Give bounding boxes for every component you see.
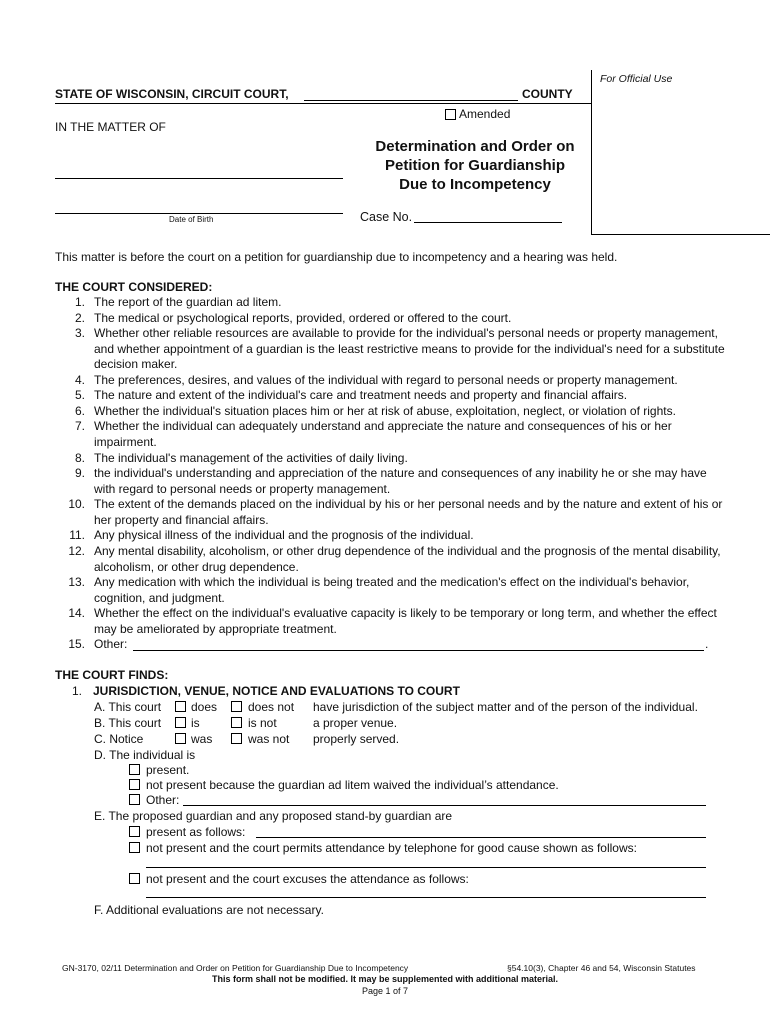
row-c-tail: properly served. — [313, 732, 400, 746]
item-text: Any mental disability, alcoholism, or other drug dependence of the individual and the prognosis of the mental disability, alcoholism, or other drug dependence. — [94, 544, 721, 574]
item-number: 15. — [68, 637, 85, 651]
finds-item-number: 1. — [72, 684, 83, 698]
guardian-present-checkbox[interactable] — [129, 826, 140, 837]
considered-item — [55, 404, 725, 419]
title-line-1: Determination and Order on — [375, 138, 575, 155]
official-use-label: For Official Use — [600, 73, 673, 85]
considered-item — [55, 373, 725, 388]
considered-item — [55, 451, 725, 466]
row-d-label: D. The individual is — [94, 748, 196, 762]
item-number: 3. — [74, 326, 85, 340]
was-not-label: was not — [248, 732, 290, 746]
considered-item — [55, 528, 725, 543]
row-a-tail: have jurisdiction of the subject matter and of the person of the individual. — [313, 700, 698, 714]
not-present-waived-label: not present because the guardian ad litem waived the individual’s attendance. — [146, 778, 559, 792]
considered-item — [55, 575, 725, 606]
item-number: 11. — [69, 528, 85, 542]
finds-heading: THE COURT FINDS: — [55, 668, 169, 682]
was-not-checkbox[interactable] — [231, 733, 242, 744]
item-number: 2. — [74, 311, 85, 325]
item-number: 8. — [74, 451, 85, 465]
is-checkbox[interactable] — [175, 717, 186, 728]
was-label: was — [191, 732, 213, 746]
does-not-checkbox[interactable] — [231, 701, 242, 712]
finds-item-heading: JURISDICTION, VENUE, NOTICE AND EVALUATIONS TO COURT — [93, 684, 460, 698]
other-consideration-field[interactable] — [133, 650, 704, 651]
excused-field[interactable] — [146, 897, 706, 898]
official-use-box — [591, 70, 770, 235]
item-number: 10. — [68, 497, 85, 511]
item-text: Whether the individual can adequately understand and appreciate the nature and consequences of his or her impairment. — [94, 419, 672, 449]
telephone-label: not present and the court permits attendance by telephone for good cause shown as follows: — [146, 841, 637, 855]
considered-heading: THE COURT CONSIDERED: — [55, 280, 213, 294]
item-text: The nature and extent of the individual's care and treatment needs and property and financial affairs. — [94, 388, 628, 402]
item-text: Any medication with which the individual is being treated and the medication's effect on the individual's behavior, cognition, and judgment. — [94, 575, 690, 605]
considered-item — [55, 295, 725, 310]
other-label: Other: — [146, 793, 180, 807]
is-label: is — [191, 716, 200, 730]
considered-item — [55, 388, 725, 403]
item-number: 4. — [74, 373, 85, 387]
item-text: The medical or psychological reports, provided, ordered or offered to the court. — [94, 311, 512, 325]
footer-page: Page 1 of 7 — [361, 986, 409, 996]
other-end-period: . — [705, 637, 709, 651]
excused-checkbox[interactable] — [129, 873, 140, 884]
item-number: 12. — [68, 544, 85, 558]
item-text: Other: — [94, 637, 128, 651]
item-number: 13. — [68, 575, 85, 589]
item-number: 5. — [74, 388, 85, 402]
excused-label: not present and the court excuses the attendance as follows: — [146, 872, 469, 886]
item-number: 7. — [74, 419, 85, 433]
is-not-checkbox[interactable] — [231, 717, 242, 728]
considered-item — [55, 544, 725, 575]
is-not-label: is not — [248, 716, 277, 730]
dob-field[interactable] — [55, 213, 343, 214]
item-text: Whether the individual's situation places him or her at risk of abuse, exploitation, neglect, or violation of rights. — [94, 404, 676, 418]
amended-checkbox[interactable] — [445, 109, 456, 120]
item-text: Any physical illness of the individual and the prognosis of the individual. — [94, 528, 474, 542]
court-prefix: STATE OF WISCONSIN, CIRCUIT COURT, — [55, 87, 289, 101]
not-present-waived-checkbox[interactable] — [129, 779, 140, 790]
considered-item — [55, 497, 725, 528]
item-number: 6. — [74, 404, 85, 418]
considered-item — [55, 606, 725, 637]
considered-item — [55, 326, 725, 372]
present-label: present. — [146, 763, 190, 777]
row-f-label: F. Additional evaluations are not necessary. — [94, 903, 324, 917]
case-no-label: Case No. — [360, 210, 413, 224]
guardian-present-label: present as follows: — [146, 825, 246, 839]
case-no-field[interactable] — [414, 222, 562, 223]
title-line-3: Due to Incompetency — [399, 176, 551, 193]
does-not-label: does not — [248, 700, 295, 714]
item-text: Whether the effect on the individual's evaluative capacity is likely to be temporary or long term, and whether the effect may be ameliorated by appropriate treatment. — [94, 606, 717, 636]
matter-label: IN THE MATTER OF — [55, 120, 166, 134]
dob-label: Date of Birth — [169, 215, 214, 224]
other-field[interactable] — [183, 805, 706, 806]
item-number: 14. — [68, 606, 85, 620]
present-checkbox[interactable] — [129, 764, 140, 775]
county-field[interactable] — [304, 100, 518, 101]
item-number: 1. — [74, 295, 85, 309]
footer-form-id: GN-3170, 02/11 Determination and Order on Petition for Guardianship Due to Incompetency — [62, 963, 409, 973]
header-divider — [55, 103, 591, 104]
amended-label: Amended — [459, 107, 511, 121]
form-title — [360, 137, 590, 194]
does-checkbox[interactable] — [175, 701, 186, 712]
item-text: the individual's understanding and appreciation of the nature and consequences of any inability he or she may have with regard to personal needs or property management. — [94, 466, 707, 496]
row-e-label: E. The proposed guardian and any proposed stand-by guardian are — [94, 809, 453, 823]
was-checkbox[interactable] — [175, 733, 186, 744]
item-text: The extent of the demands placed on the individual by his or her personal needs and by the nature and extent of his or her property and financial affairs. — [94, 497, 723, 527]
other-checkbox[interactable] — [129, 794, 140, 805]
item-text: The report of the guardian ad litem. — [94, 295, 282, 309]
item-text: The individual's management of the activities of daily living. — [94, 451, 408, 465]
footer-notice: This form shall not be modified. It may be supplemented with additional material. — [211, 974, 559, 984]
telephone-field[interactable] — [146, 867, 706, 868]
title-line-2: Petition for Guardianship — [384, 157, 565, 174]
item-number: 9. — [74, 466, 85, 480]
row-c-label: C. Notice — [94, 732, 144, 746]
intro-text: This matter is before the court on a petition for guardianship due to incompetency and a hearing was held. — [55, 250, 618, 264]
court-suffix: COUNTY — [522, 87, 573, 101]
does-label: does — [191, 700, 218, 714]
row-b-tail: a proper venue. — [313, 716, 398, 730]
item-text: The preferences, desires, and values of the individual with regard to personal needs or property management. — [94, 373, 678, 387]
telephone-checkbox[interactable] — [129, 842, 140, 853]
footer-statutes: §54.10(3), Chapter 46 and 54, Wisconsin Statutes — [507, 963, 696, 973]
item-text: Whether other reliable resources are available to provide for the individual's personal needs or property management, and whether appointment of a guardian is the least restrictive means to provide for the individual's need for a substitute decision maker. — [94, 326, 725, 371]
considered-item — [55, 419, 725, 450]
considered-item — [55, 311, 725, 326]
matter-name-field[interactable] — [55, 178, 343, 179]
row-a-label: A. This court — [94, 700, 162, 714]
guardian-present-field[interactable] — [256, 837, 706, 838]
considered-item — [55, 466, 725, 497]
row-b-label: B. This court — [94, 716, 162, 730]
